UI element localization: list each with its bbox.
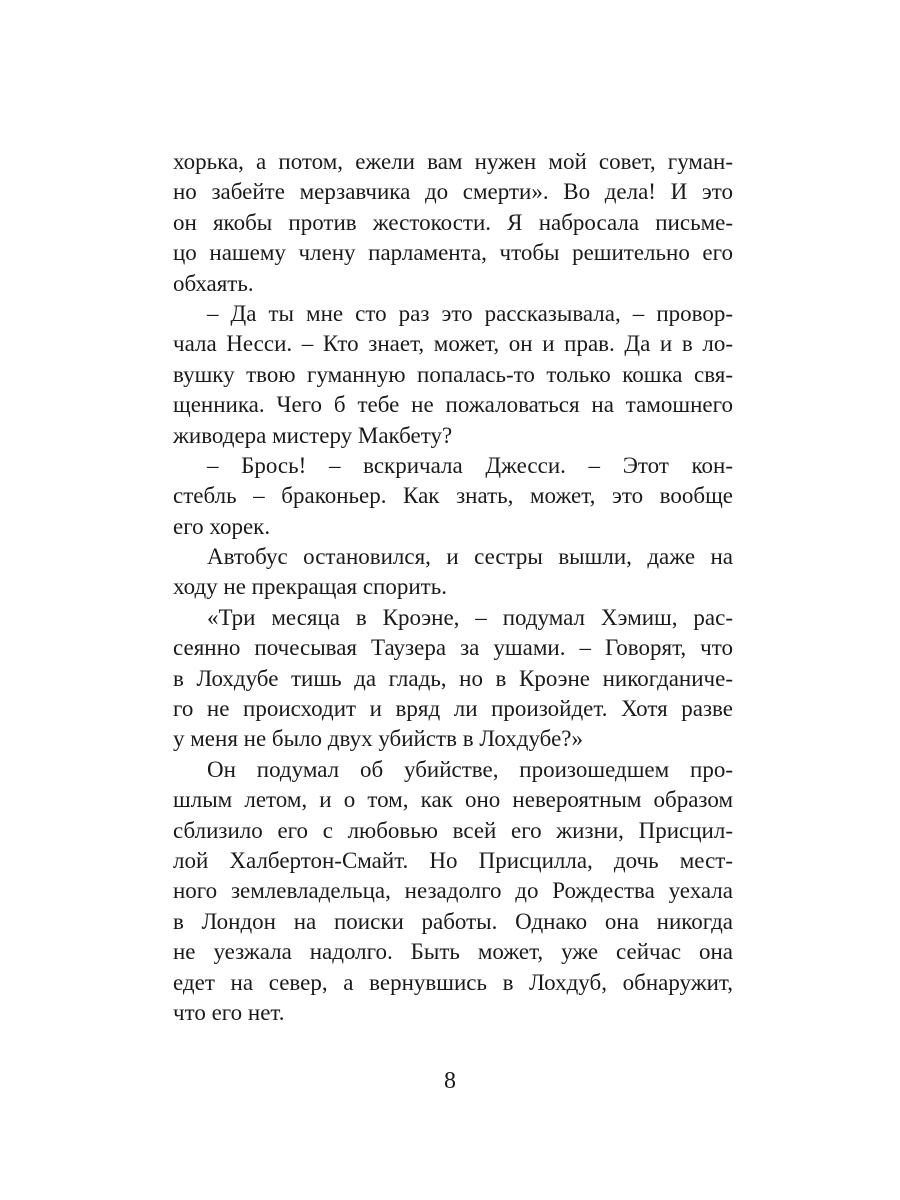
text-line: стебль – браконьер. Как знать, может, это вообще: [173, 483, 733, 509]
text-line: но забейте мерзавчика до смерти». Во дела! И это: [173, 179, 733, 205]
text-line: не уезжала надолго. Быть может, уже сейчас она: [173, 939, 733, 965]
text-line: го не происходит и вряд ли произойдет. Хотя разве: [173, 696, 733, 722]
text-line: Автобус остановился, и сестры вышли, даже на: [207, 544, 733, 570]
body-text: [173, 147, 733, 1028]
text-line: шлым летом, и о том, как оно невероятным образом: [173, 787, 733, 813]
text-line: лой Халбертон-Смайт. Но Присцилла, дочь мест-: [173, 847, 733, 873]
text-line: едет на север, а вернувшись в Лохдуб, обнаружит,: [173, 969, 733, 995]
text-line: сблизило его с любовью всей его жизни, Присцил-: [173, 817, 733, 843]
text-line: обхаять.: [173, 270, 254, 296]
text-line: что его нет.: [173, 999, 285, 1025]
text-line: живодера мистеру Макбету?: [173, 422, 453, 448]
text-line: – Да ты мне сто раз это рассказывала, – провор-: [207, 300, 733, 326]
text-line: Он подумал об убийстве, произошедшем про-: [207, 756, 733, 782]
text-line: он якобы против жестокости. Я набросала письме-: [173, 209, 733, 235]
text-line: у меня не было двух убийств в Лохдубе?»: [173, 726, 583, 752]
page-number: 8: [444, 1068, 456, 1094]
text-line: вушку твою гуманную попалась-то только кошка свя-: [173, 361, 733, 387]
text-line: цо нашему члену парламента, чтобы решительно его: [173, 240, 733, 266]
text-line: ного землевладельца, незадолго до Рождества уехала: [173, 878, 733, 904]
text-line: «Три месяца в Кроэне, – подумал Хэмиш, рас-: [207, 604, 733, 630]
text-line: в Лондон на поиски работы. Однако она никогда: [173, 908, 733, 934]
text-line: сеянно почесывая Таузера за ушами. – Говорят, что: [173, 635, 733, 661]
text-line: чала Несси. – Кто знает, может, он и прав. Да и в ло-: [173, 331, 733, 357]
text-line: его хорек.: [173, 513, 271, 539]
text-line: ходу не прекращая спорить.: [173, 574, 447, 600]
text-line: в Лохдубе тишь да гладь, но в Кроэне никогданиче-: [173, 665, 733, 691]
text-line: хорька, а потом, ежели вам нужен мой совет, гуман-: [173, 149, 733, 174]
text-line: – Брось! – вскричала Джесси. – Этот кон-: [207, 452, 733, 478]
text-line: щенника. Чего б тебе не пожаловаться на тамошнего: [173, 392, 733, 418]
